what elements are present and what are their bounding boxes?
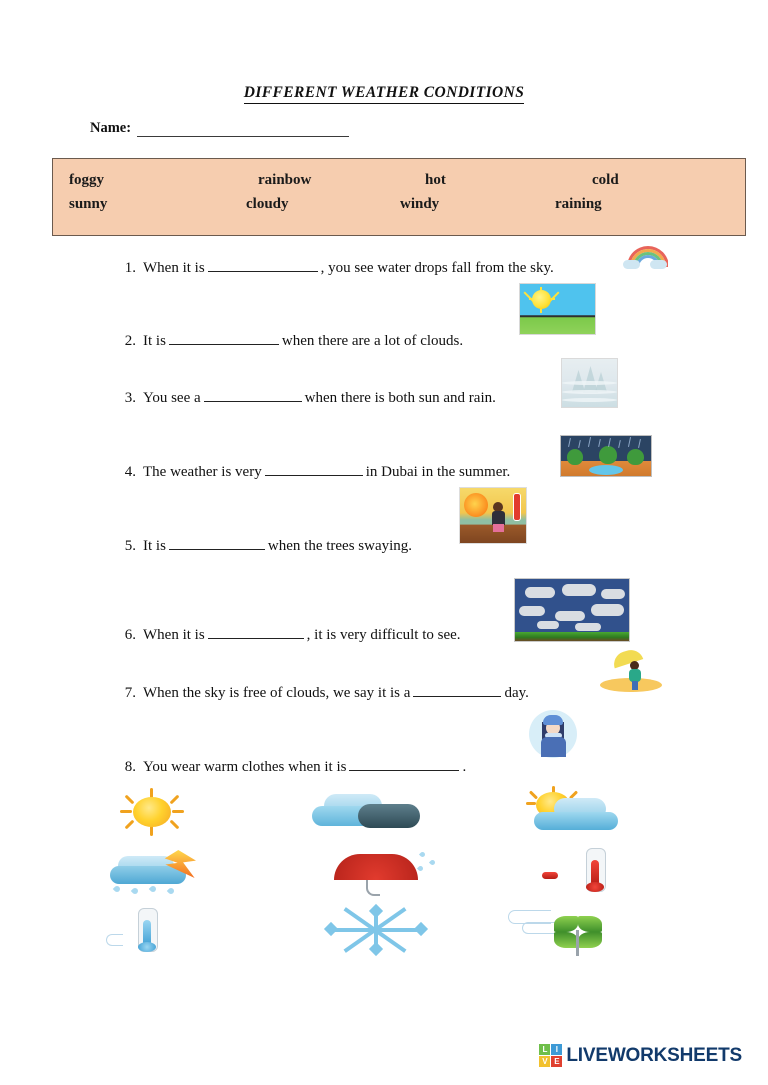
- umbrella-canopy: [334, 854, 418, 880]
- icon-cold-thermometer: [96, 906, 264, 958]
- question-5-number: 5.: [124, 538, 136, 554]
- question-6: [114, 625, 461, 644]
- pinwheel-blade: [554, 932, 578, 948]
- question-8-image: [523, 708, 583, 760]
- question-6-number: 6.: [124, 627, 136, 643]
- question-1-text-after: , you see water drops fall from the sky.: [320, 260, 554, 276]
- thermometer-bulb: [586, 882, 604, 892]
- cloud-shape: [601, 589, 625, 599]
- question-3-text-before: You see a: [143, 390, 201, 406]
- raindrop: [419, 851, 426, 858]
- cloudy-grass: [515, 632, 629, 641]
- liveworksheets-logo[interactable]: [539, 1044, 742, 1067]
- question-4: [114, 462, 510, 481]
- word-bank-row-1: [53, 168, 745, 192]
- sun-ray: [526, 802, 536, 805]
- sun-icon: [532, 290, 551, 309]
- pinwheel-pole: [576, 930, 579, 956]
- raindrop: [167, 887, 175, 895]
- question-3-text-after: when there is both sun and rain.: [304, 390, 496, 406]
- word-bank-row-2: [53, 192, 745, 216]
- fog-band: [562, 381, 617, 385]
- sun-ray: [125, 795, 135, 805]
- word-bank-word-hot: hot: [425, 171, 446, 188]
- question-7-image: [598, 648, 664, 696]
- raindrop: [417, 865, 424, 872]
- winter-coat: [541, 737, 566, 757]
- question-5-blank[interactable]: [169, 536, 265, 550]
- cloud-shape: [525, 587, 555, 598]
- person-body: [492, 511, 505, 525]
- cloud-shape: [519, 606, 545, 616]
- question-2-blank[interactable]: [169, 331, 279, 345]
- rain-pond: [589, 465, 623, 475]
- thermometer-bulb: [138, 942, 156, 952]
- title-block: [0, 0, 768, 104]
- question-1-blank[interactable]: [208, 258, 318, 272]
- question-1-text-before: When it is: [143, 260, 205, 276]
- pinwheel-blade: [554, 916, 578, 932]
- logo-tile-l: L: [539, 1044, 550, 1055]
- cloud-shape: [537, 621, 559, 629]
- name-label: Name:: [90, 120, 132, 136]
- cold-swirl: [106, 934, 123, 946]
- rain-drop: [588, 437, 591, 447]
- fog-band: [562, 398, 617, 402]
- raindrop: [131, 887, 139, 895]
- sun-ray: [172, 810, 184, 813]
- question-4-text-after: in Dubai in the summer.: [365, 464, 511, 480]
- question-5-text-after: when the trees swaying.: [267, 538, 413, 554]
- question-5-text-before: It is: [143, 538, 166, 554]
- snowflake-tip: [369, 942, 383, 956]
- question-7-blank[interactable]: [413, 683, 501, 697]
- sun-ray: [120, 810, 132, 813]
- thermometer-icon: [513, 493, 521, 521]
- question-2-image: [519, 283, 596, 335]
- question-2-text-before: It is: [143, 333, 166, 349]
- word-bank-word-cloudy: cloudy: [246, 195, 289, 212]
- name-row: [0, 120, 768, 137]
- question-4-number: 4.: [124, 464, 136, 480]
- fog-band: [562, 390, 617, 394]
- question-6-blank[interactable]: [208, 625, 304, 639]
- winter-hat: [543, 715, 563, 725]
- sun-ray: [125, 820, 135, 830]
- question-1: [114, 258, 554, 277]
- cloud-shape: [591, 604, 624, 616]
- name-input-blank[interactable]: [137, 123, 349, 137]
- question-1-number: 1.: [124, 260, 136, 276]
- word-bank: [52, 158, 746, 236]
- question-8: [114, 757, 466, 776]
- umbrella-handle: [366, 880, 380, 896]
- person-legs: [493, 524, 504, 532]
- cloud-dark: [358, 804, 420, 828]
- word-bank-word-rainbow: rainbow: [258, 171, 312, 188]
- question-5: [114, 536, 412, 555]
- rain-drop: [618, 440, 621, 448]
- question-2-number: 2.: [124, 333, 136, 349]
- question-3-number: 3.: [124, 390, 136, 406]
- snowflake-tip: [414, 922, 428, 936]
- rain-drop: [628, 437, 631, 447]
- logo-tile-v: V: [539, 1056, 550, 1067]
- rain-tree: [627, 449, 644, 465]
- pinwheel-blade: [578, 932, 602, 948]
- logo-tile-i: I: [551, 1044, 562, 1055]
- rain-tree: [567, 449, 583, 465]
- weather-icon-grid: [96, 786, 676, 958]
- icon-umbrella: [300, 846, 468, 898]
- question-8-text-before: You wear warm clothes when it is: [143, 759, 347, 775]
- person-legs: [632, 681, 638, 690]
- question-2: [114, 331, 463, 350]
- icon-snowflake: [300, 906, 468, 958]
- word-bank-word-windy: windy: [400, 195, 440, 212]
- logo-wordmark: LIVEWORKSHEETS: [566, 1044, 742, 1066]
- question-5-image: [459, 487, 527, 544]
- cloud-shape: [575, 623, 601, 631]
- thermometer-indicator: [542, 872, 558, 879]
- question-4-image: [560, 435, 652, 477]
- question-4-blank[interactable]: [265, 462, 363, 476]
- cloud-mid: [534, 812, 618, 830]
- sun-ray: [170, 795, 180, 805]
- question-3-image: [561, 358, 618, 408]
- rainbow-cloud-left: [623, 260, 640, 269]
- raindrop: [429, 859, 436, 866]
- question-7: [114, 683, 529, 702]
- rain-drop: [638, 439, 641, 448]
- question-7-number: 7.: [124, 685, 136, 701]
- question-2-text-after: when there are a lot of clouds.: [281, 333, 464, 349]
- sun-ray: [150, 826, 153, 836]
- question-1-image: [622, 241, 668, 271]
- question-8-blank[interactable]: [349, 757, 459, 771]
- question-8-text-after: .: [462, 759, 467, 775]
- snowflake-tip: [324, 922, 338, 936]
- fog-tree: [583, 366, 598, 393]
- raindrop: [149, 885, 157, 893]
- sun-ray: [170, 820, 180, 830]
- rainbow-cloud-right: [650, 260, 667, 269]
- question-6-image: [514, 578, 630, 642]
- cloud-shape: [562, 584, 596, 596]
- rain-drop: [568, 438, 571, 447]
- wind-line: [522, 922, 557, 934]
- icon-sun: [96, 786, 264, 838]
- raindrop: [113, 885, 121, 893]
- question-3-blank[interactable]: [204, 388, 302, 402]
- question-6-text-before: When it is: [143, 627, 205, 643]
- rain-drop: [598, 439, 601, 447]
- hot-sun-icon: [464, 493, 488, 517]
- cloud-shape: [555, 611, 585, 621]
- snowflake-tip: [369, 904, 383, 918]
- rain-tree: [599, 446, 617, 464]
- sun-disc: [133, 797, 171, 827]
- rain-drop: [578, 440, 581, 448]
- word-bank-word-sunny: sunny: [69, 195, 108, 212]
- icon-hot-thermometer: [508, 846, 676, 898]
- question-7-text-before: When the sky is free of clouds, we say it is a: [143, 685, 411, 701]
- pinwheel-blade: [578, 916, 602, 932]
- question-7-text-after: day.: [504, 685, 529, 701]
- logo-tile-grid: [539, 1044, 562, 1067]
- question-4-text-before: The weather is very: [143, 464, 262, 480]
- question-8-number: 8.: [124, 759, 136, 775]
- question-6-text-after: , it is very difficult to see.: [306, 627, 461, 643]
- logo-tile-e: E: [551, 1056, 562, 1067]
- page-title: DIFFERENT WEATHER CONDITIONS: [244, 84, 525, 104]
- question-3: [114, 388, 496, 407]
- icon-thunderstorm: [96, 846, 264, 898]
- word-bank-word-cold: cold: [592, 171, 619, 188]
- icon-sun-behind-cloud: [508, 786, 676, 838]
- icon-wind-pinwheel: [508, 906, 676, 958]
- sun-ray: [529, 790, 538, 799]
- word-bank-word-raining: raining: [555, 195, 602, 212]
- word-bank-word-foggy: foggy: [69, 171, 104, 188]
- icon-clouds: [300, 786, 468, 838]
